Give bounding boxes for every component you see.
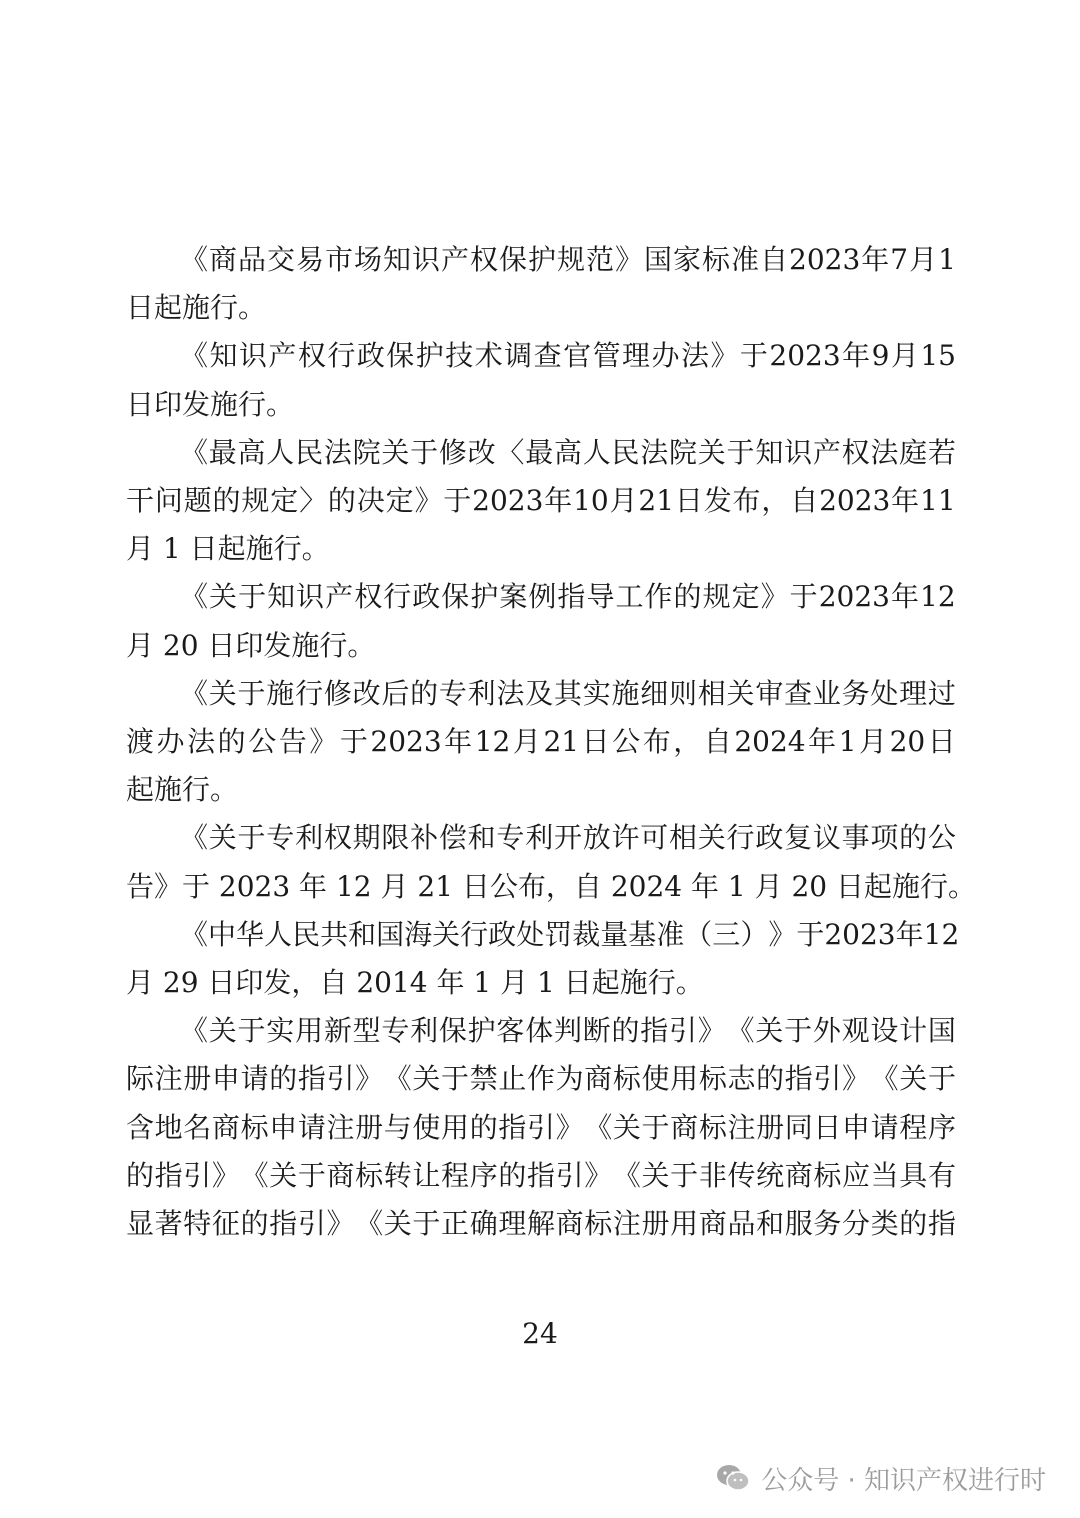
text-line: 日印发施行。	[126, 387, 295, 421]
text-line: 的 指 引 》 《 关 于 商 标 转 让 程 序 的 指 引 》 《 关 于 非 传 统 商 标 应 当 具 有	[126, 1158, 956, 1192]
text-line: 月 1 日起施行。	[126, 532, 330, 566]
text-line: 告》于 2023 年 12 月 21 日公布，自 2024 年 1 月 20 日起施行。	[126, 869, 977, 903]
text-line: 月 29 日印发，自 2014 年 1 月 1 日起施行。	[126, 966, 704, 999]
text-line: 《 关 于 专 利 权 期 限 补 偿 和 专 利 开 放 许 可 相 关 行 政 复 议 事 项 的 公	[180, 821, 956, 855]
text-line: 《 关 于 实 用 新 型 专 利 保 护 客 体 判 断 的 指 引 》 《 关 于 外 观 设 计 国	[180, 1014, 956, 1048]
text-line: 干 问 题 的 规 定 〉 的 决 定 》 于 2023 年 10 月 21 日 发 布 ， 自 2023 年 11	[126, 484, 956, 517]
text-line: 《 知 识 产 权 行 政 保 护 技 术 调 查 官 管 理 办 法 》 于 2023 年 9 月 15	[180, 339, 956, 373]
text-line: 际 注 册 申 请 的 指 引 》 《 关 于 禁 止 作 为 商 标 使 用 标 志 的 指 引 》 《 关 于	[126, 1062, 956, 1096]
text-line: 《 商 品 交 易 市 场 知 识 产 权 保 护 规 范 》 国 家 标 准 自 2023 年 7 月 1	[180, 243, 956, 276]
text-line: 月 20 日印发施行。	[126, 628, 376, 662]
watermark	[715, 1458, 1046, 1498]
text-line: 《 关 于 施 行 修 改 后 的 专 利 法 及 其 实 施 细 则 相 关 审 查 业 务 处 理 过	[180, 676, 956, 710]
wechat-icon	[715, 1463, 751, 1493]
text-line: 含 地 名 商 标 申 请 注 册 与 使 用 的 指 引 》 《 关 于 商 标 注 册 同 日 申 请 程 序	[126, 1110, 956, 1144]
text-line: 起施行。	[126, 773, 239, 807]
text-line: 《 关 于 知 识 产 权 行 政 保 护 案 例 指 导 工 作 的 规 定 》 于 2023 年 12	[180, 580, 956, 614]
text-line: 显 著 特 征 的 指 引 》 《 关 于 正 确 理 解 商 标 注 册 用 商 品 和 服 务 分 类 的 指	[126, 1207, 956, 1240]
text-line: 《 中 华 人 民 共 和 国 海 关 行 政 处 罚 裁 量 基 准 （ 三 ） 》 于 2023 年 12	[180, 917, 960, 951]
watermark-text: 公众号 · 知识产权进行时	[761, 1465, 1046, 1496]
page-number: 24	[522, 1317, 558, 1350]
text-line: 渡 办 法 的 公 告 》 于 2023 年 12 月 21 日 公 布 ， 自 2024 年 1 月 20 日	[126, 725, 956, 758]
text-line: 日起施行。	[126, 291, 267, 325]
text-line: 《 最 高 人 民 法 院 关 于 修 改 〈 最 高 人 民 法 院 关 于 知 识 产 权 法 庭 若	[180, 435, 956, 469]
